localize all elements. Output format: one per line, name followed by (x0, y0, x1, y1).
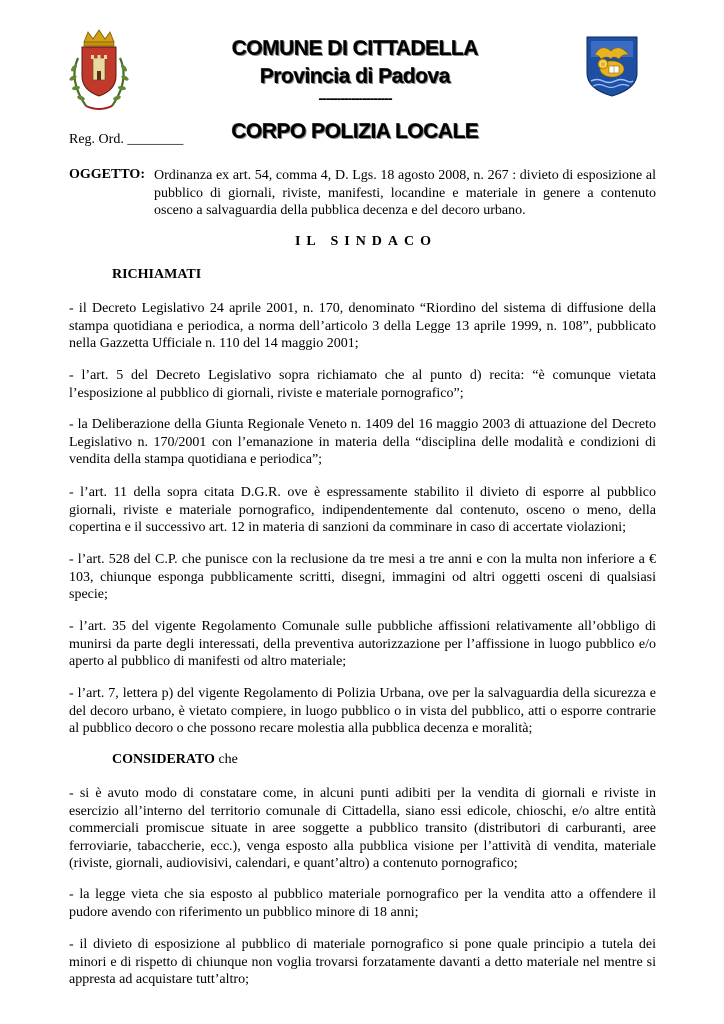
considerato-item: - si è avuto modo di constatare come, in alcuni punti adibiti per la vendita di giornali e riviste in esercizio all’interno del territorio comunale di Cittadella, siano essi edicole, chioschi, e/o altre entità commerciali promiscue situate in aree soggette a pubblico transito (distributori di carburanti, aree ferroviarie, tabaccherie, ecc.), venga esposto alla pubblica visione per l’attività di vendita, materiale (riviste, giornali, audiovisivi, calendari, e quant’altro) a contenuto pornografico; (69, 786, 656, 871)
richiamati-item: - la Deliberazione della Giunta Regionale Veneto n. 1409 del 16 maggio 2003 di attuazione del Decreto Legislativo n. 170/2001 con l’emanazione in materia della “disciplina delle modalità e condizioni di vendita della stampa quotidiana e periodica”; (69, 417, 656, 467)
richiamati-item: - l’art. 35 del vigente Regolamento Comunale sulle pubbliche affissioni relativamente all’obbligo di munirsi da parte degli interessati, della preventiva autorizzazione per l’affissione in luogo pubblico e/o aperto al pubblico di manifesti od altro materiale; (69, 619, 656, 669)
header-separator: -------------------- (318, 90, 392, 106)
header-comune: COMUNE DI CITTADELLA (231, 37, 479, 60)
richiamati-item: - l’art. 11 della sopra citata D.G.R. ove è espressamente stabilito il divieto di esporre al pubblico giornali, riviste e materiale pornografico, indipendentemente dal contenuto, osceno o meno, della copertina e il successivo art. 12 in materia di sanzioni da comminare in caso di accertate violazioni; (69, 485, 656, 535)
considerato-heading (112, 752, 238, 768)
richiamati-item: - il Decreto Legislativo 24 aprile 2001, n. 170, denominato “Riordino del sistema di diffusione della stampa quotidiana e periodica, a norma dell’articolo 3 della Legge 13 aprile 1999, n. 108”, pubblicato nella Gazzetta Ufficiale n. 110 del 14 maggio 2001; (69, 301, 656, 351)
header-polizia-locale: CORPO POLIZIA LOCALE (231, 120, 479, 143)
considerato-heading-text: CONSIDERATO (112, 752, 215, 767)
il-sindaco-heading: IL SINDACO (294, 234, 438, 249)
considerato-item: - il divieto di esposizione al pubblico di materiale pornografico si pone quale principio a tutela dei minori e di rispetto di chiunque non voglia trovarsi forzatamente davanti a detto materiale nel mentre si appresta ad acquistare tutt’altro; (69, 937, 656, 987)
reg-ord: Reg. Ord. ________ (69, 132, 184, 147)
veneto-lion-crest-icon (583, 33, 641, 99)
richiamati-heading: RICHIAMATI (112, 267, 202, 282)
oggetto-text: Ordinanza ex art. 54, comma 4, D. Lgs. 18 agosto 2008, n. 267 : divieto di esposizione al pubblico di giornali, riviste, manifesti, locandine e materiale in genere a contenuto osceno a salvaguardia della pubblica decenza e del decoro urbano. (154, 168, 656, 218)
richiamati-item: - l’art. 5 del Decreto Legislativo sopra richiamato che al punto d) recita: “è comunque vietata l’esposizione al pubblico di giornali, riviste e materiale pornografico”; (69, 368, 656, 401)
cittadella-crest-icon (64, 28, 134, 118)
considerato-heading-suffix: che (214, 752, 238, 767)
header-provincia: Provincia di Padova (259, 65, 451, 88)
richiamati-item: - l’art. 528 del C.P. che punisce con la reclusione da tre mesi a tre anni e con la multa non inferiore a € 103, chiunque esponga pubblicamente scritti, disegni, immagini od altri oggetti osceni di qualsiasi specie; (69, 552, 656, 602)
richiamati-item: - l’art. 7, lettera p) del vigente Regolamento di Polizia Urbana, ove per la salvaguardia della sicurezza e del decoro urbano, è vietato compiere, in luogo pubblico o in vista del pubblico, atti o esporre contrarie al pubblico decoro o che possono recare molestia alla pubblica decenza e moralità; (69, 686, 656, 736)
considerato-item: - la legge vieta che sia esposto al pubblico materiale pornografico per la vendita atto a offendere il pudore avendo con riferimento un pubblico minore di 18 anni; (69, 887, 656, 920)
oggetto-label: OGGETTO: (69, 167, 145, 182)
